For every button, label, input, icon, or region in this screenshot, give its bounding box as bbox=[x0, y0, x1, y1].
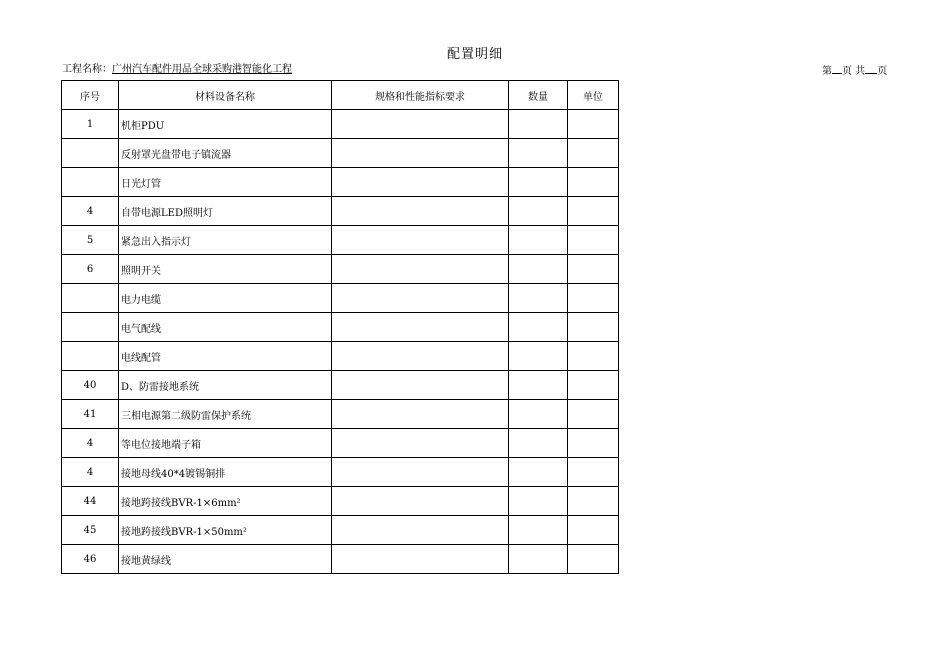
cell-spec bbox=[332, 545, 509, 574]
cell-unit bbox=[568, 371, 619, 400]
cell-name: 电线配管 bbox=[119, 342, 332, 371]
cell-unit bbox=[568, 458, 619, 487]
cell-unit bbox=[568, 342, 619, 371]
cell-no: 4 bbox=[62, 429, 119, 458]
cell-spec bbox=[332, 458, 509, 487]
table-row bbox=[62, 197, 619, 226]
cell-unit bbox=[568, 226, 619, 255]
cell-spec bbox=[332, 255, 509, 284]
cell-unit bbox=[568, 429, 619, 458]
cell-spec bbox=[332, 371, 509, 400]
header-unit: 单位 bbox=[568, 81, 619, 110]
table-row bbox=[62, 284, 619, 313]
table-row bbox=[62, 168, 619, 197]
cell-unit bbox=[568, 516, 619, 545]
cell-no: 5 bbox=[62, 226, 119, 255]
cell-name: 照明开关 bbox=[119, 255, 332, 284]
cell-no: 45 bbox=[62, 516, 119, 545]
project-label: 工程名称： bbox=[62, 64, 112, 75]
cell-qty bbox=[509, 545, 568, 574]
cell-name: 电气配线 bbox=[119, 313, 332, 342]
cell-spec bbox=[332, 516, 509, 545]
cell-spec bbox=[332, 342, 509, 371]
page-prefix: 第 bbox=[822, 66, 832, 77]
table-row bbox=[62, 487, 619, 516]
cell-unit bbox=[568, 255, 619, 284]
project-line bbox=[62, 60, 292, 75]
header-qty: 数量 bbox=[509, 81, 568, 110]
cell-qty bbox=[509, 255, 568, 284]
table-row bbox=[62, 110, 619, 139]
page-total-blank bbox=[865, 73, 877, 74]
cell-spec bbox=[332, 197, 509, 226]
project-name: 广州汽车配件用品全球采购港智能化工程 bbox=[112, 64, 292, 75]
cell-no: 44 bbox=[62, 487, 119, 516]
cell-unit bbox=[568, 284, 619, 313]
table-row bbox=[62, 400, 619, 429]
cell-unit bbox=[568, 545, 619, 574]
cell-qty bbox=[509, 371, 568, 400]
cell-name: 接地黄绿线 bbox=[119, 545, 332, 574]
cell-qty bbox=[509, 168, 568, 197]
cell-no bbox=[62, 313, 119, 342]
table-row bbox=[62, 371, 619, 400]
table-row bbox=[62, 545, 619, 574]
cell-no: 40 bbox=[62, 371, 119, 400]
cell-unit bbox=[568, 400, 619, 429]
materials-table bbox=[61, 80, 619, 574]
table-row bbox=[62, 226, 619, 255]
cell-spec bbox=[332, 487, 509, 516]
cell-qty bbox=[509, 139, 568, 168]
cell-unit bbox=[568, 168, 619, 197]
table-header-row bbox=[62, 81, 619, 110]
cell-name: 日光灯管 bbox=[119, 168, 332, 197]
table-row bbox=[62, 255, 619, 284]
cell-qty bbox=[509, 226, 568, 255]
cell-spec bbox=[332, 110, 509, 139]
cell-qty bbox=[509, 487, 568, 516]
cell-name: D、防雷接地系统 bbox=[119, 371, 332, 400]
cell-unit bbox=[568, 139, 619, 168]
page-info bbox=[822, 62, 887, 77]
table-row bbox=[62, 313, 619, 342]
table-row bbox=[62, 458, 619, 487]
cell-spec bbox=[332, 284, 509, 313]
document-title: 配置明细 bbox=[446, 47, 503, 62]
page-suffix: 页 bbox=[877, 66, 888, 77]
cell-qty bbox=[509, 400, 568, 429]
cell-name: 接地跨接线BVR-1×50mm² bbox=[119, 516, 332, 545]
page-number-blank bbox=[832, 73, 842, 74]
cell-no bbox=[62, 284, 119, 313]
cell-no: 4 bbox=[62, 197, 119, 226]
cell-name: 接地跨接线BVR-1×6mm² bbox=[119, 487, 332, 516]
page-mid: 页 共 bbox=[842, 66, 866, 77]
cell-qty bbox=[509, 197, 568, 226]
cell-no: 41 bbox=[62, 400, 119, 429]
cell-no: 1 bbox=[62, 110, 119, 139]
cell-name: 电力电缆 bbox=[119, 284, 332, 313]
header-no: 序号 bbox=[62, 81, 119, 110]
cell-qty bbox=[509, 516, 568, 545]
cell-no: 46 bbox=[62, 545, 119, 574]
cell-spec bbox=[332, 313, 509, 342]
cell-unit bbox=[568, 110, 619, 139]
cell-no bbox=[62, 168, 119, 197]
cell-unit bbox=[568, 313, 619, 342]
cell-no: 6 bbox=[62, 255, 119, 284]
cell-unit bbox=[568, 487, 619, 516]
cell-name: 机柜PDU bbox=[119, 110, 332, 139]
table-row bbox=[62, 429, 619, 458]
cell-spec bbox=[332, 139, 509, 168]
cell-qty bbox=[509, 342, 568, 371]
header-spec: 规格和性能指标要求 bbox=[332, 81, 509, 110]
cell-qty bbox=[509, 429, 568, 458]
header-name: 材料设备名称 bbox=[119, 81, 332, 110]
cell-unit bbox=[568, 197, 619, 226]
cell-spec bbox=[332, 400, 509, 429]
cell-no bbox=[62, 139, 119, 168]
cell-spec bbox=[332, 226, 509, 255]
cell-name: 反射罩光盘带电子镇流器 bbox=[119, 139, 332, 168]
cell-spec bbox=[332, 429, 509, 458]
cell-name: 接地母线40*4镀锡铜排 bbox=[119, 458, 332, 487]
cell-qty bbox=[509, 458, 568, 487]
cell-name: 自带电源LED照明灯 bbox=[119, 197, 332, 226]
table-row bbox=[62, 516, 619, 545]
cell-qty bbox=[509, 284, 568, 313]
cell-qty bbox=[509, 313, 568, 342]
table-row bbox=[62, 342, 619, 371]
table-row bbox=[62, 139, 619, 168]
cell-name: 紧急出入指示灯 bbox=[119, 226, 332, 255]
cell-spec bbox=[332, 168, 509, 197]
cell-name: 等电位接地端子箱 bbox=[119, 429, 332, 458]
cell-no: 4 bbox=[62, 458, 119, 487]
cell-name: 三相电源第二级防雷保护系统 bbox=[119, 400, 332, 429]
cell-no bbox=[62, 342, 119, 371]
cell-qty bbox=[509, 110, 568, 139]
